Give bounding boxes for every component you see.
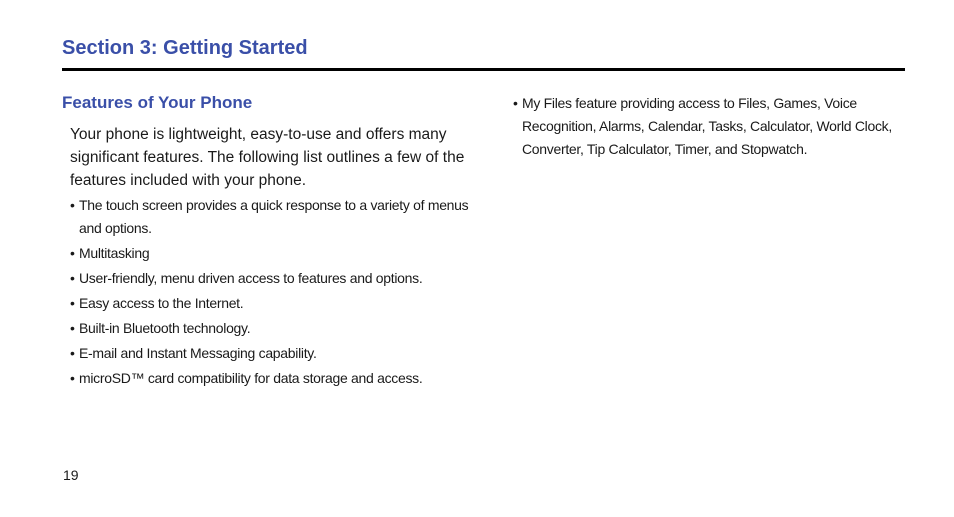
list-item-text: microSD™ card compatibility for data storage and access. [79,370,423,386]
list-item [70,267,470,290]
list-item-text: E-mail and Instant Messaging capability. [79,345,317,361]
list-item-text: My Files feature providing access to Files, Games, Voice Recognition, Alarms, Calendar, Tasks, Calculator, World Clock, Converter, Tip Calculator, Timer, and Stopwatch. [522,95,892,157]
list-item [70,292,470,315]
bullet-icon: • [70,245,75,261]
bullet-icon: • [70,320,75,336]
header-rule [62,68,905,71]
list-item-text: The touch screen provides a quick response to a variety of menus and options. [79,197,469,236]
bullet-icon: • [70,370,75,386]
list-item [70,194,470,240]
list-item-text: User-friendly, menu driven access to features and options. [79,270,423,286]
bullet-icon: • [513,95,518,111]
page-number: 19 [63,467,79,483]
list-item [70,367,470,390]
features-subheading: Features of Your Phone [62,93,253,112]
features-list-left [70,194,470,392]
section-title: Section 3: Getting Started [62,37,308,59]
list-item [70,242,470,265]
bullet-icon: • [70,270,75,286]
list-item-text: Multitasking [79,245,150,261]
list-item [70,342,470,365]
features-list-right [513,92,913,163]
list-item [513,92,913,161]
intro-paragraph: Your phone is lightweight, easy-to-use and offers many significant features. The following list outlines a few of the features included with your phone. [70,126,465,189]
bullet-icon: • [70,197,75,213]
bullet-icon: • [70,345,75,361]
list-item-text: Easy access to the Internet. [79,295,244,311]
list-item [70,317,470,340]
bullet-icon: • [70,295,75,311]
list-item-text: Built-in Bluetooth technology. [79,320,251,336]
